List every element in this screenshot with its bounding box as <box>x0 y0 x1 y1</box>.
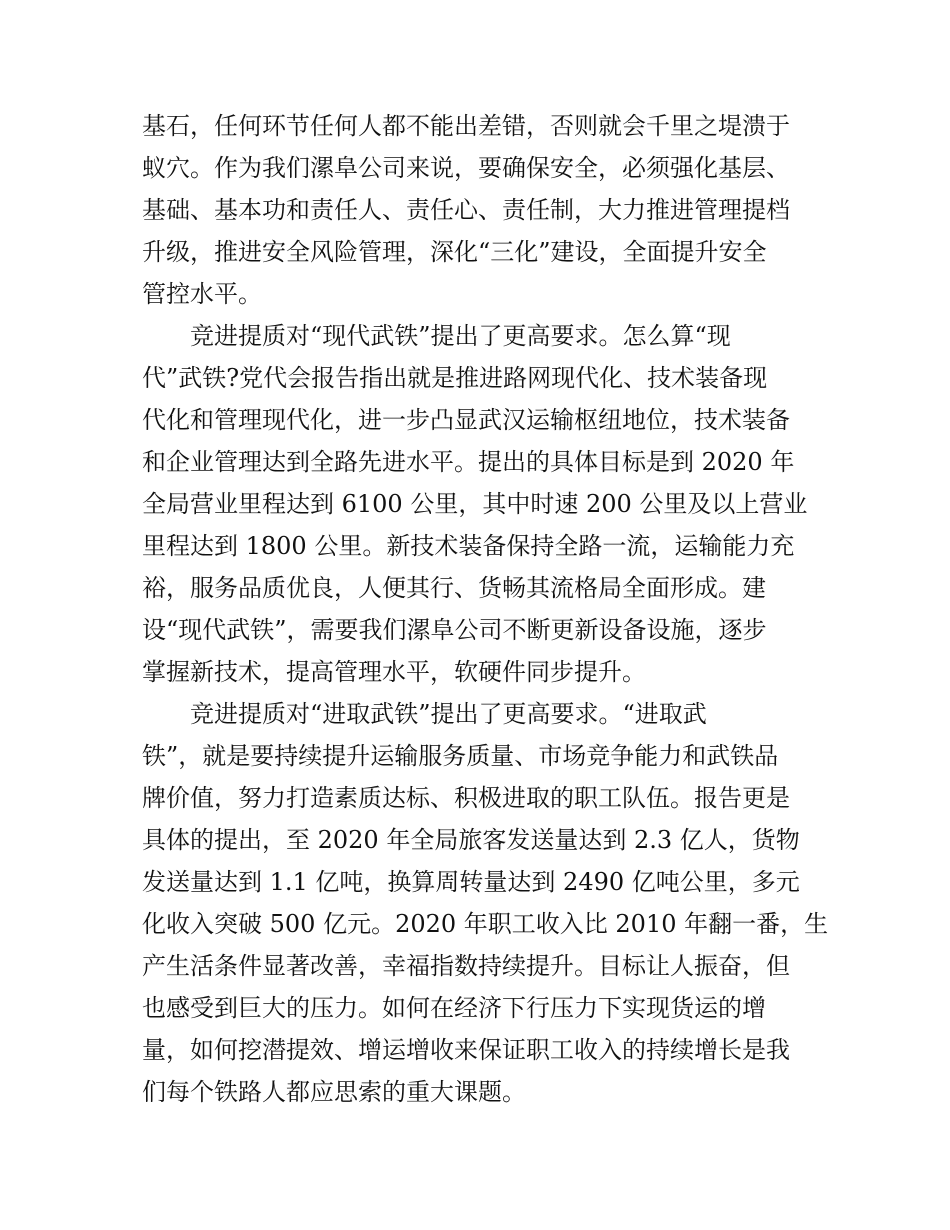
text-line: 们每个铁路人都应思索的重大课题。 <box>142 1078 526 1106</box>
paragraph-1 <box>142 105 812 315</box>
text-line: 也感受到巨大的压力。如何在经济下行压力下实现货运的增 <box>142 994 766 1022</box>
text-line: 代”武铁?党代会报告指出就是推进路网现代化、技术装备现 <box>142 364 768 392</box>
text-line: 掌握新技术，提高管理水平，软硬件同步提升。 <box>142 658 646 686</box>
text-line: 牌价值，努力打造素质达标、积极进取的职工队伍。报告更是 <box>142 784 790 812</box>
text-line: 基石，任何环节任何人都不能出差错，否则就会千里之堤溃于 <box>142 112 790 140</box>
body-text <box>142 105 829 1113</box>
text-line: 和企业管理达到全路先进水平。提出的具体目标是到 2020 年 <box>142 448 795 476</box>
text-line: 量，如何挖潜提效、增运增收来保证职工收入的持续增长是我 <box>142 1036 790 1064</box>
text-line: 化收入突破 500 亿元。2020 年职工收入比 2010 年翻一番，生 <box>142 910 829 938</box>
text-line: 竞进提质对“进取武铁”提出了更高要求。“进取武 <box>190 700 707 728</box>
text-line: 管控水平。 <box>142 280 262 308</box>
text-line: 蚁穴。作为我们漯阜公司来说，要确保安全，必须强化基层、 <box>142 154 790 182</box>
text-line: 基础、基本功和责任人、责任心、责任制，大力推进管理提档 <box>142 196 790 224</box>
text-line: 铁”，就是要持续提升运输服务质量、市场竞争能力和武铁品 <box>142 742 779 770</box>
text-line: 全局营业里程达到 6100 公里，其中时速 200 公里及以上营业 <box>142 490 808 518</box>
paragraph-3 <box>142 693 829 1113</box>
text-line: 设“现代武铁”，需要我们漯阜公司不断更新设备设施，逐步 <box>142 616 767 644</box>
text-line: 产生活条件显著改善，幸福指数持续提升。目标让人振奋，但 <box>142 952 790 980</box>
text-line: 裕，服务品质优良，人便其行、货畅其流格局全面形成。建 <box>142 574 766 602</box>
text-line: 里程达到 1800 公里。新技术装备保持全路一流，运输能力充 <box>142 532 795 560</box>
text-line: 升级，推进安全风险管理，深化“三化”建设，全面提升安全 <box>142 238 767 266</box>
text-line: 代化和管理现代化，进一步凸显武汉运输枢纽地位，技术装备 <box>142 406 790 434</box>
text-line: 具体的提出，至 2020 年全局旅客发送量达到 2.3 亿人，货物 <box>142 826 800 854</box>
text-line: 竞进提质对“现代武铁”提出了更高要求。怎么算“现 <box>190 322 731 350</box>
text-line: 发送量达到 1.1 亿吨，换算周转量达到 2490 亿吨公里，多元 <box>142 868 800 896</box>
paragraph-2 <box>142 315 812 693</box>
